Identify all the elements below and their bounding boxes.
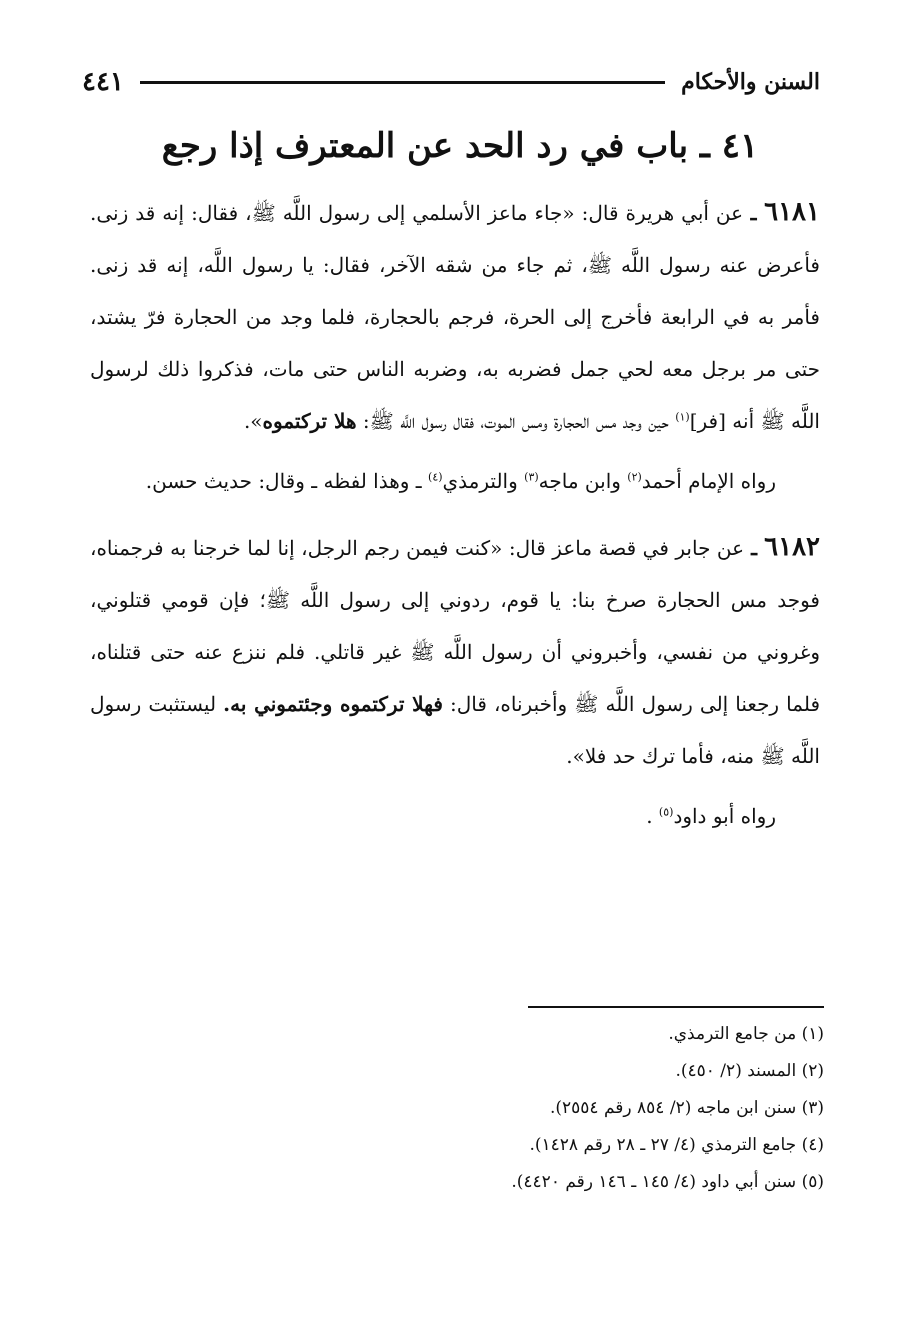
riwaya-text: ـ وهذا لفظه ـ وقال: حديث حسن. [145, 469, 429, 493]
riwaya-text: وابن ماجه [538, 469, 628, 493]
footnote-4: (٤) جامع الترمذي (٤/ ٢٧ ـ ٢٨ رقم ١٤٢٨). [529, 1135, 824, 1155]
hadith-number: ٦١٨١ [764, 197, 820, 227]
footnote-rule [528, 1006, 824, 1008]
riwaya-6181 [90, 455, 820, 507]
footnote-ref: (٣) [524, 470, 539, 484]
hadith-dash: ـ [743, 201, 765, 225]
footnote-ref: (٤) [428, 470, 443, 484]
footnotes [90, 1016, 824, 1201]
riwaya-text: رواه الإمام أحمد [641, 469, 776, 493]
hadith-text: ليستثبت رسول اللَّه ﷺ منه، فأما ترك حد فلا [90, 692, 820, 768]
footnote-3: (٣) سنن ابن ماجه (٢/ ٨٥٤ رقم ٢٥٥٤). [549, 1098, 824, 1118]
footnote-ref: (١) [675, 410, 690, 424]
hadith-end: ». [243, 409, 263, 433]
riwaya-text: رواه أبو داود [673, 804, 776, 828]
hadith-6182 [90, 521, 820, 782]
hadith-text: عن جابر في قصة ماعز قال: «كنت فيمن رجم الرجل، إنا لما خرجنا به فرجمناه، فوجد مس الحجارة صرخ بنا: يا قوم، ردوني إلى رسول اللَّه ﷺ؛ فإن قومي قتلوني، وغروني من نفسي، وأخبروني أن رسول اللَّه ﷺ غير قاتلي. فلم ننزع عنه حتى قتلناه، فلما رجعنا إلى رسول اللَّه ﷺ وأخبرناه، قال: [90, 536, 820, 716]
hadith-quote-bold: فهلا تركتموه وجئتموني به. [223, 692, 443, 716]
riwaya-6182 [90, 790, 820, 842]
hadith-text: حين وجد مس الحجارة ومس الموت، فقال رسول اللَّه ﷺ: [356, 409, 676, 433]
footnote-5: (٥) سنن أبي داود (٤/ ١٤٥ ـ ١٤٦ رقم ٤٤٢٠). [511, 1172, 824, 1192]
hadith-6181 [90, 186, 820, 447]
main-text [90, 186, 820, 856]
footnote-1: (١) من جامع الترمذي. [668, 1024, 824, 1044]
hadith-dash: ـ [744, 536, 765, 560]
hadith-number: ٦١٨٢ [764, 532, 820, 562]
hadith-end: ». [566, 744, 585, 768]
hadith-text: عن أبي هريرة قال: «جاء ماعز الأسلمي إلى رسول اللَّه ﷺ، فقال: إنه قد زنى. فأعرض عنه رسول اللَّه ﷺ، ثم جاء من شقه الآخر، فقال: يا رسول اللَّه، إنه قد زنى. فأمر به في الرابعة فأخرج إلى الحرة، فرجم بالحجارة، فلما وجد من الحجارة فرّ يشتد، حتى مر برجل معه لحي جمل فضربه به، وضربه الناس حتى مات، فذكروا ذلك لرسول اللَّه ﷺ أنه [فر] [90, 201, 820, 433]
riwaya-text: والترمذي [442, 469, 525, 493]
footnote-2: (٢) المسند (٢/ ٤٥٠). [675, 1061, 824, 1081]
riwaya-text: . [646, 804, 659, 828]
running-header [82, 62, 820, 102]
hadith-quote-bold: هلا تركتموه [262, 409, 357, 433]
page-number: ٤٤١ [82, 67, 124, 97]
footnote-ref: (٥) [658, 805, 674, 819]
header-rule [140, 81, 665, 84]
book-title: السنن والأحكام [681, 69, 820, 95]
footnote-ref: (٢) [627, 470, 642, 484]
chapter-title: ٤١ ـ باب في رد الحد عن المعترف إذا رجع [161, 126, 759, 166]
